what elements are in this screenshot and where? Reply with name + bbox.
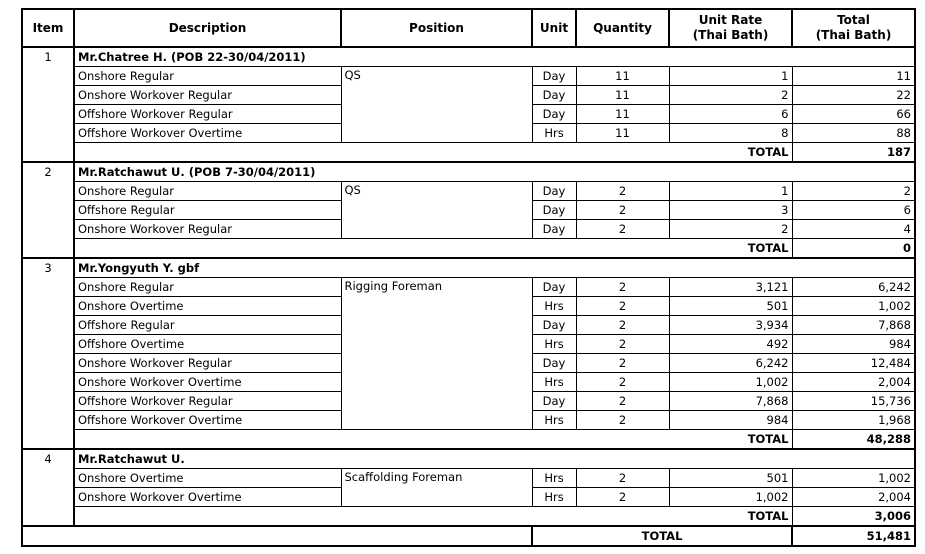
subtotal-value: 187	[792, 143, 915, 163]
row-unit-rate: 6,242	[669, 354, 792, 373]
row-unit: Day	[532, 201, 576, 220]
row-total: 66	[792, 105, 915, 124]
subtotal-row	[22, 430, 915, 450]
table-row	[22, 67, 915, 86]
header-unit-rate-line1: Unit Rate	[698, 13, 763, 27]
row-total: 7,868	[792, 316, 915, 335]
row-unit: Hrs	[532, 297, 576, 316]
row-unit-rate: 501	[669, 297, 792, 316]
header-unit-rate-line2: (Thai Bath)	[692, 28, 769, 42]
subtotal-label: TOTAL	[669, 143, 792, 163]
row-description: Onshore Regular	[74, 67, 341, 86]
item-number: 4	[22, 449, 74, 469]
row-total: 1,002	[792, 469, 915, 488]
row-quantity: 2	[576, 354, 669, 373]
row-unit-rate: 1	[669, 182, 792, 201]
row-unit-rate: 7,868	[669, 392, 792, 411]
row-quantity: 2	[576, 182, 669, 201]
row-unit-rate: 3,934	[669, 316, 792, 335]
row-position: Scaffolding Foreman	[341, 469, 532, 507]
header-quantity: Quantity	[576, 9, 669, 47]
header-position: Position	[341, 9, 532, 47]
row-quantity: 11	[576, 67, 669, 86]
row-unit: Day	[532, 182, 576, 201]
row-quantity: 11	[576, 124, 669, 143]
row-total: 2,004	[792, 488, 915, 507]
header-row	[22, 9, 915, 47]
row-unit: Day	[532, 278, 576, 297]
person-name: Mr.Ratchawut U.	[74, 449, 341, 469]
row-quantity: 2	[576, 411, 669, 430]
row-total: 984	[792, 335, 915, 354]
row-unit: Hrs	[532, 335, 576, 354]
subtotal-spacer	[74, 430, 669, 450]
row-unit-rate: 492	[669, 335, 792, 354]
row-description: Onshore Workover Regular	[74, 354, 341, 373]
row-total: 6,242	[792, 278, 915, 297]
row-quantity: 2	[576, 220, 669, 239]
grand-total-label: TOTAL	[532, 526, 792, 546]
row-description: Offshore Overtime	[74, 335, 341, 354]
table-row	[22, 278, 915, 297]
item-spacer	[22, 469, 74, 527]
row-quantity: 2	[576, 373, 669, 392]
row-description: Onshore Workover Regular	[74, 86, 341, 105]
row-unit-rate: 6	[669, 105, 792, 124]
row-total: 2,004	[792, 373, 915, 392]
row-unit-rate: 1,002	[669, 373, 792, 392]
row-quantity: 2	[576, 297, 669, 316]
row-unit: Hrs	[532, 124, 576, 143]
person-name: Mr.Chatree H. (POB 22-30/04/2011)	[78, 49, 306, 64]
subtotal-row	[22, 239, 915, 259]
subtotal-label: TOTAL	[669, 239, 792, 259]
row-total: 88	[792, 124, 915, 143]
row-description: Offshore Workover Regular	[74, 392, 341, 411]
row-total: 4	[792, 220, 915, 239]
row-unit-rate: 3,121	[669, 278, 792, 297]
table-body	[22, 47, 915, 546]
row-quantity: 2	[576, 201, 669, 220]
row-description: Offshore Regular	[74, 316, 341, 335]
subtotal-value: 3,006	[792, 507, 915, 527]
group-header-row	[22, 449, 915, 469]
row-unit: Day	[532, 316, 576, 335]
row-total: 1,002	[792, 297, 915, 316]
subtotal-label: TOTAL	[669, 507, 792, 527]
row-unit: Day	[532, 105, 576, 124]
grand-total-value: 51,481	[792, 526, 915, 546]
row-quantity: 2	[576, 316, 669, 335]
subtotal-spacer	[74, 143, 669, 163]
row-description: Offshore Workover Overtime	[74, 411, 341, 430]
row-quantity: 2	[576, 335, 669, 354]
header-item: Item	[22, 9, 74, 47]
item-number: 2	[22, 162, 74, 182]
item-spacer	[22, 182, 74, 259]
row-unit-rate: 501	[669, 469, 792, 488]
row-quantity: 2	[576, 488, 669, 507]
row-unit-rate: 8	[669, 124, 792, 143]
row-quantity: 2	[576, 469, 669, 488]
item-spacer	[22, 67, 74, 163]
row-unit: Day	[532, 86, 576, 105]
row-total: 1,968	[792, 411, 915, 430]
row-description: Onshore Overtime	[74, 297, 341, 316]
grand-total-spacer	[22, 526, 532, 546]
header-total-line1: Total	[837, 13, 870, 27]
header-unit: Unit	[532, 9, 576, 47]
row-unit: Day	[532, 392, 576, 411]
table-row	[22, 469, 915, 488]
row-unit-rate: 1,002	[669, 488, 792, 507]
subtotal-label: TOTAL	[669, 430, 792, 450]
row-description: Onshore Workover Overtime	[74, 488, 341, 507]
subtotal-spacer	[74, 507, 669, 527]
row-description: Onshore Regular	[74, 182, 341, 201]
person-name: Mr.Ratchawut U. (POB 7-30/04/2011)	[74, 162, 341, 182]
row-unit: Hrs	[532, 373, 576, 392]
group-header-filler	[341, 258, 915, 278]
subtotal-spacer	[74, 239, 669, 259]
row-unit-rate: 1	[669, 67, 792, 86]
person-name: Mr.Yongyuth Y. gbf	[74, 258, 341, 278]
row-unit-rate: 2	[669, 86, 792, 105]
row-description: Onshore Regular	[74, 278, 341, 297]
row-unit: Day	[532, 220, 576, 239]
group-header-filler	[341, 449, 915, 469]
item-number: 1	[22, 47, 74, 67]
row-description: Offshore Workover Regular	[74, 105, 341, 124]
row-description: Onshore Workover Regular	[74, 220, 341, 239]
row-quantity: 11	[576, 86, 669, 105]
row-unit: Hrs	[532, 488, 576, 507]
row-total: 2	[792, 182, 915, 201]
row-quantity: 2	[576, 392, 669, 411]
row-total: 6	[792, 201, 915, 220]
group-header-row	[22, 162, 915, 182]
subtotal-row	[22, 507, 915, 527]
row-quantity: 2	[576, 278, 669, 297]
invoice-table	[21, 8, 916, 547]
group-header-filler	[341, 162, 915, 182]
table-row	[22, 182, 915, 201]
row-unit-rate: 3	[669, 201, 792, 220]
row-total: 12,484	[792, 354, 915, 373]
header-unit-rate	[669, 9, 792, 47]
subtotal-value: 48,288	[792, 430, 915, 450]
grand-total-row	[22, 526, 915, 546]
row-description: Offshore Workover Overtime	[74, 124, 341, 143]
group-header-row	[22, 47, 915, 67]
row-unit-rate: 984	[669, 411, 792, 430]
row-total: 11	[792, 67, 915, 86]
group-header-filler	[341, 47, 915, 67]
header-total	[792, 9, 915, 47]
row-description: Onshore Overtime	[74, 469, 341, 488]
group-header-row	[22, 258, 915, 278]
row-total: 15,736	[792, 392, 915, 411]
row-unit-rate: 2	[669, 220, 792, 239]
item-spacer	[22, 278, 74, 450]
subtotal-value: 0	[792, 239, 915, 259]
row-unit: Day	[532, 354, 576, 373]
row-description: Offshore Regular	[74, 201, 341, 220]
row-position: Rigging Foreman	[341, 278, 532, 430]
row-unit: Hrs	[532, 469, 576, 488]
row-quantity: 11	[576, 105, 669, 124]
subtotal-row	[22, 143, 915, 163]
header-total-line2: (Thai Bath)	[815, 28, 892, 42]
row-position: QS	[341, 182, 532, 239]
item-number: 3	[22, 258, 74, 278]
row-total: 22	[792, 86, 915, 105]
header-description: Description	[74, 9, 341, 47]
row-position: QS	[341, 67, 532, 143]
row-description: Onshore Workover Overtime	[74, 373, 341, 392]
row-unit: Day	[532, 67, 576, 86]
row-unit: Hrs	[532, 411, 576, 430]
